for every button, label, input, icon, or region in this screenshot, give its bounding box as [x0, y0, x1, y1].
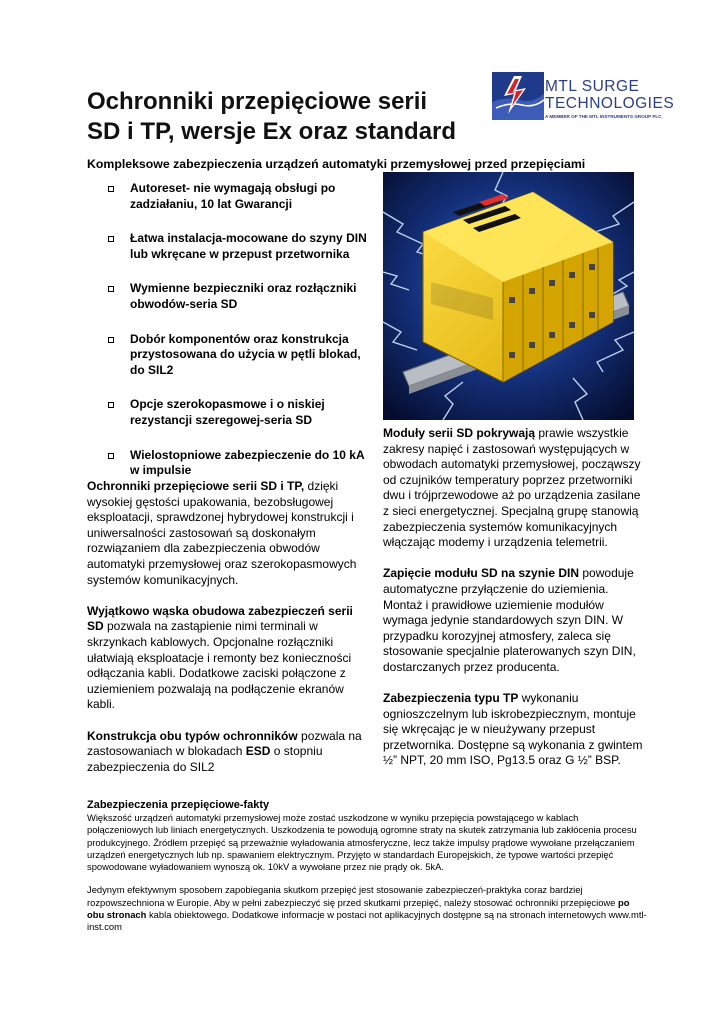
- feature-text: Wielostopniowe zabezpieczenie do 10 kA w impulsie: [130, 447, 365, 478]
- right-paragraph-2: [383, 566, 643, 675]
- checkbox-bullet-icon: [108, 236, 114, 242]
- checkbox-bullet-icon: [108, 402, 114, 408]
- title-line-1: Ochronniki przepięciowe serii: [87, 88, 428, 115]
- feature-text: Łatwa instalacja-mocowane do szyny DIN lub wkręcane w przepust przetwornika: [130, 231, 367, 261]
- facts-p2-bold: po obu stronach: [87, 896, 630, 921]
- facts-p2-text-1: Jedynym efektywnym sposobem zapobiegania skutkom przepięć jest stosowanie zabezpieczeń-praktyka coraz bardziej rozpowszechniona w Europie. Aby w pełni zabezpieczyć się przed skutkami przepięć, należy stosować ochronniki przepięciowe: [87, 884, 618, 908]
- right-p2-bold: Zapięcie modułu SD na szynie DIN: [383, 566, 580, 581]
- logo-line-2: TECHNOLOGIES: [545, 95, 675, 112]
- left-p3-bold: Konstrukcja obu typów ochronników: [87, 728, 298, 743]
- product-photo: [383, 172, 634, 420]
- left-p3-text-1: pozwala na zastosowaniach w blokadach: [87, 728, 362, 759]
- left-column: [87, 479, 362, 775]
- right-p2-text: powoduje automatyczne przyłączenie do uziemienia. Montaż i prawidłowe uziemienie modułów wymaga jedynie standardowych szyn DIN. W przypadku korozyjnej atmosfery, zaleca się stosowanie specjalnie platerowanych szyn DIN, dostarczanych przez producenta.: [383, 566, 636, 674]
- checkbox-bullet-icon: [108, 186, 114, 192]
- facts-section: [87, 799, 647, 934]
- feature-text: Dobór komponentów oraz konstrukcja przystosowana do użycia w pętli blokad, do SIL2: [130, 331, 361, 377]
- right-p3-text: wykonaniu ognioszczelnym lub iskrobezpiecznym, montuje się wkręcając je w nieużywany przepust przetwornika. Dostępne są wykonania z gwintem ½” NPT, 20 mm ISO, Pg13.5 oraz G ½” BSP.: [383, 691, 643, 768]
- page-title: [87, 87, 487, 147]
- feature-item: [108, 281, 370, 312]
- right-p3-bold: Zabezpieczenia typu TP: [383, 691, 519, 706]
- feature-item: [108, 332, 370, 379]
- checkbox-bullet-icon: [108, 337, 114, 343]
- feature-item: [108, 448, 370, 479]
- left-paragraph-2: [87, 604, 362, 713]
- feature-text: Autoreset- nie wymagają obsługi po zadziałaniu, 10 lat Gwarancji: [130, 181, 336, 211]
- title-line-2: SD i TP, wersje Ex oraz standard: [87, 118, 457, 145]
- checkbox-bullet-icon: [108, 286, 114, 292]
- surge-protector-illustration: [383, 172, 634, 420]
- facts-paragraph-1: Większość urządzeń automatyki przemysłowej może zostać uszkodzone w wyniku przepięcia powstającego w kablach połączeniowych lub liniach energetycznych. Uszkodzenia te powodują ogromne straty na skutek zatrzymania lub zakłócenia procesu produkcyjnego. Źródłem przepięć są przeważnie wyładowania atmosferyczne, lecz także impulsy prądowe wywołane przełączaniem urządzeń energetycznych lub np. spawaniem elektrycznym. Przyjęto w standardach Europejskich, że typowe wartości przepięć spowodowane wyładowaniem wynoszą ok. 10kV a wywołane przez nie prądy ok. 5kA.: [87, 812, 637, 873]
- left-paragraph-1: [87, 479, 362, 588]
- facts-p2-text-2: kabla obiektowego. Dodatkowe informacje w postaci not aplikacyjnych dostępne są na stronach internetowych www.mtl-inst.com: [87, 909, 647, 933]
- left-p2-text: pozwala na zastąpienie nimi terminali w skrzynkach kablowych. Opcjonalne rozłączniki ułatwiają eksploatacje i remonty bez konieczności odłączania kabli. Dodatkowe zaciski połączone z uziemieniem pozwalają na podłączenie ekranów kabli.: [87, 619, 352, 712]
- company-logo: [492, 70, 704, 130]
- feature-item: [108, 231, 370, 262]
- right-paragraph-1: [383, 426, 643, 551]
- facts-heading: Zabezpieczenia przepięciowe-fakty: [87, 799, 270, 811]
- subtitle: Kompleksowe zabezpieczenia urządzeń automatyki przemysłowej przed przepięciami: [87, 157, 586, 171]
- right-p1-bold: Moduły serii SD pokrywają: [383, 426, 536, 440]
- left-paragraph-3: [87, 729, 362, 776]
- logo-tagline: A MEMBER OF THE MTL INSTRUMENTS GROUP PLC: [545, 114, 662, 119]
- checkbox-bullet-icon: [108, 453, 114, 459]
- left-p3-text-2: o stopniu zabezpieczenia do SIL2: [87, 744, 323, 774]
- feature-text: Wymienne bezpieczniki oraz rozłączniki obwodów-seria SD: [130, 281, 357, 311]
- right-column: [383, 426, 643, 769]
- mtl-emblem-icon: [492, 72, 544, 120]
- right-paragraph-3: [383, 691, 643, 769]
- feature-list: [108, 181, 370, 498]
- feature-item: [108, 397, 370, 428]
- feature-item: [108, 181, 370, 212]
- right-p1-text: prawie wszystkie zakresy napięć i zastosowań występujących w obwodach automatyki przemysłowej, począwszy od czujników temperatury poprzez przetworniki dwu i trójprzewodowe aż po urządzenia zasilane z sieci energetycznej. Specjalną grupę stanowią zabezpieczenia systemów komunikacyjnych włączając modemy i urządzenia telemetrii.: [383, 426, 641, 550]
- left-p1-bold: Ochronniki przepięciowe serii SD i TP,: [87, 479, 305, 493]
- logo-line-1: MTL SURGE: [545, 78, 640, 95]
- left-p1-text: dzięki wysokiej gęstości upakowania, bezobsługowej eksploatacji, sprawdzonej hybrydowej konstrukcji i uniwersalności zastosowań są doskonałym rozwiązaniem dla zabezpieczenia obwodów automatyki przemysłowej oraz szerokopasmowych systemów komunikacyjnych.: [87, 479, 357, 587]
- left-p3-bold-esd: ESD: [245, 744, 271, 759]
- left-p2-bold: Wyjątkowo wąska obudowa zabezpieczeń serii SD: [87, 603, 353, 634]
- facts-paragraph-2: [87, 884, 647, 933]
- feature-text: Opcje szerokopasmowe i o niskiej rezystancji szeregowej-seria SD: [130, 397, 325, 427]
